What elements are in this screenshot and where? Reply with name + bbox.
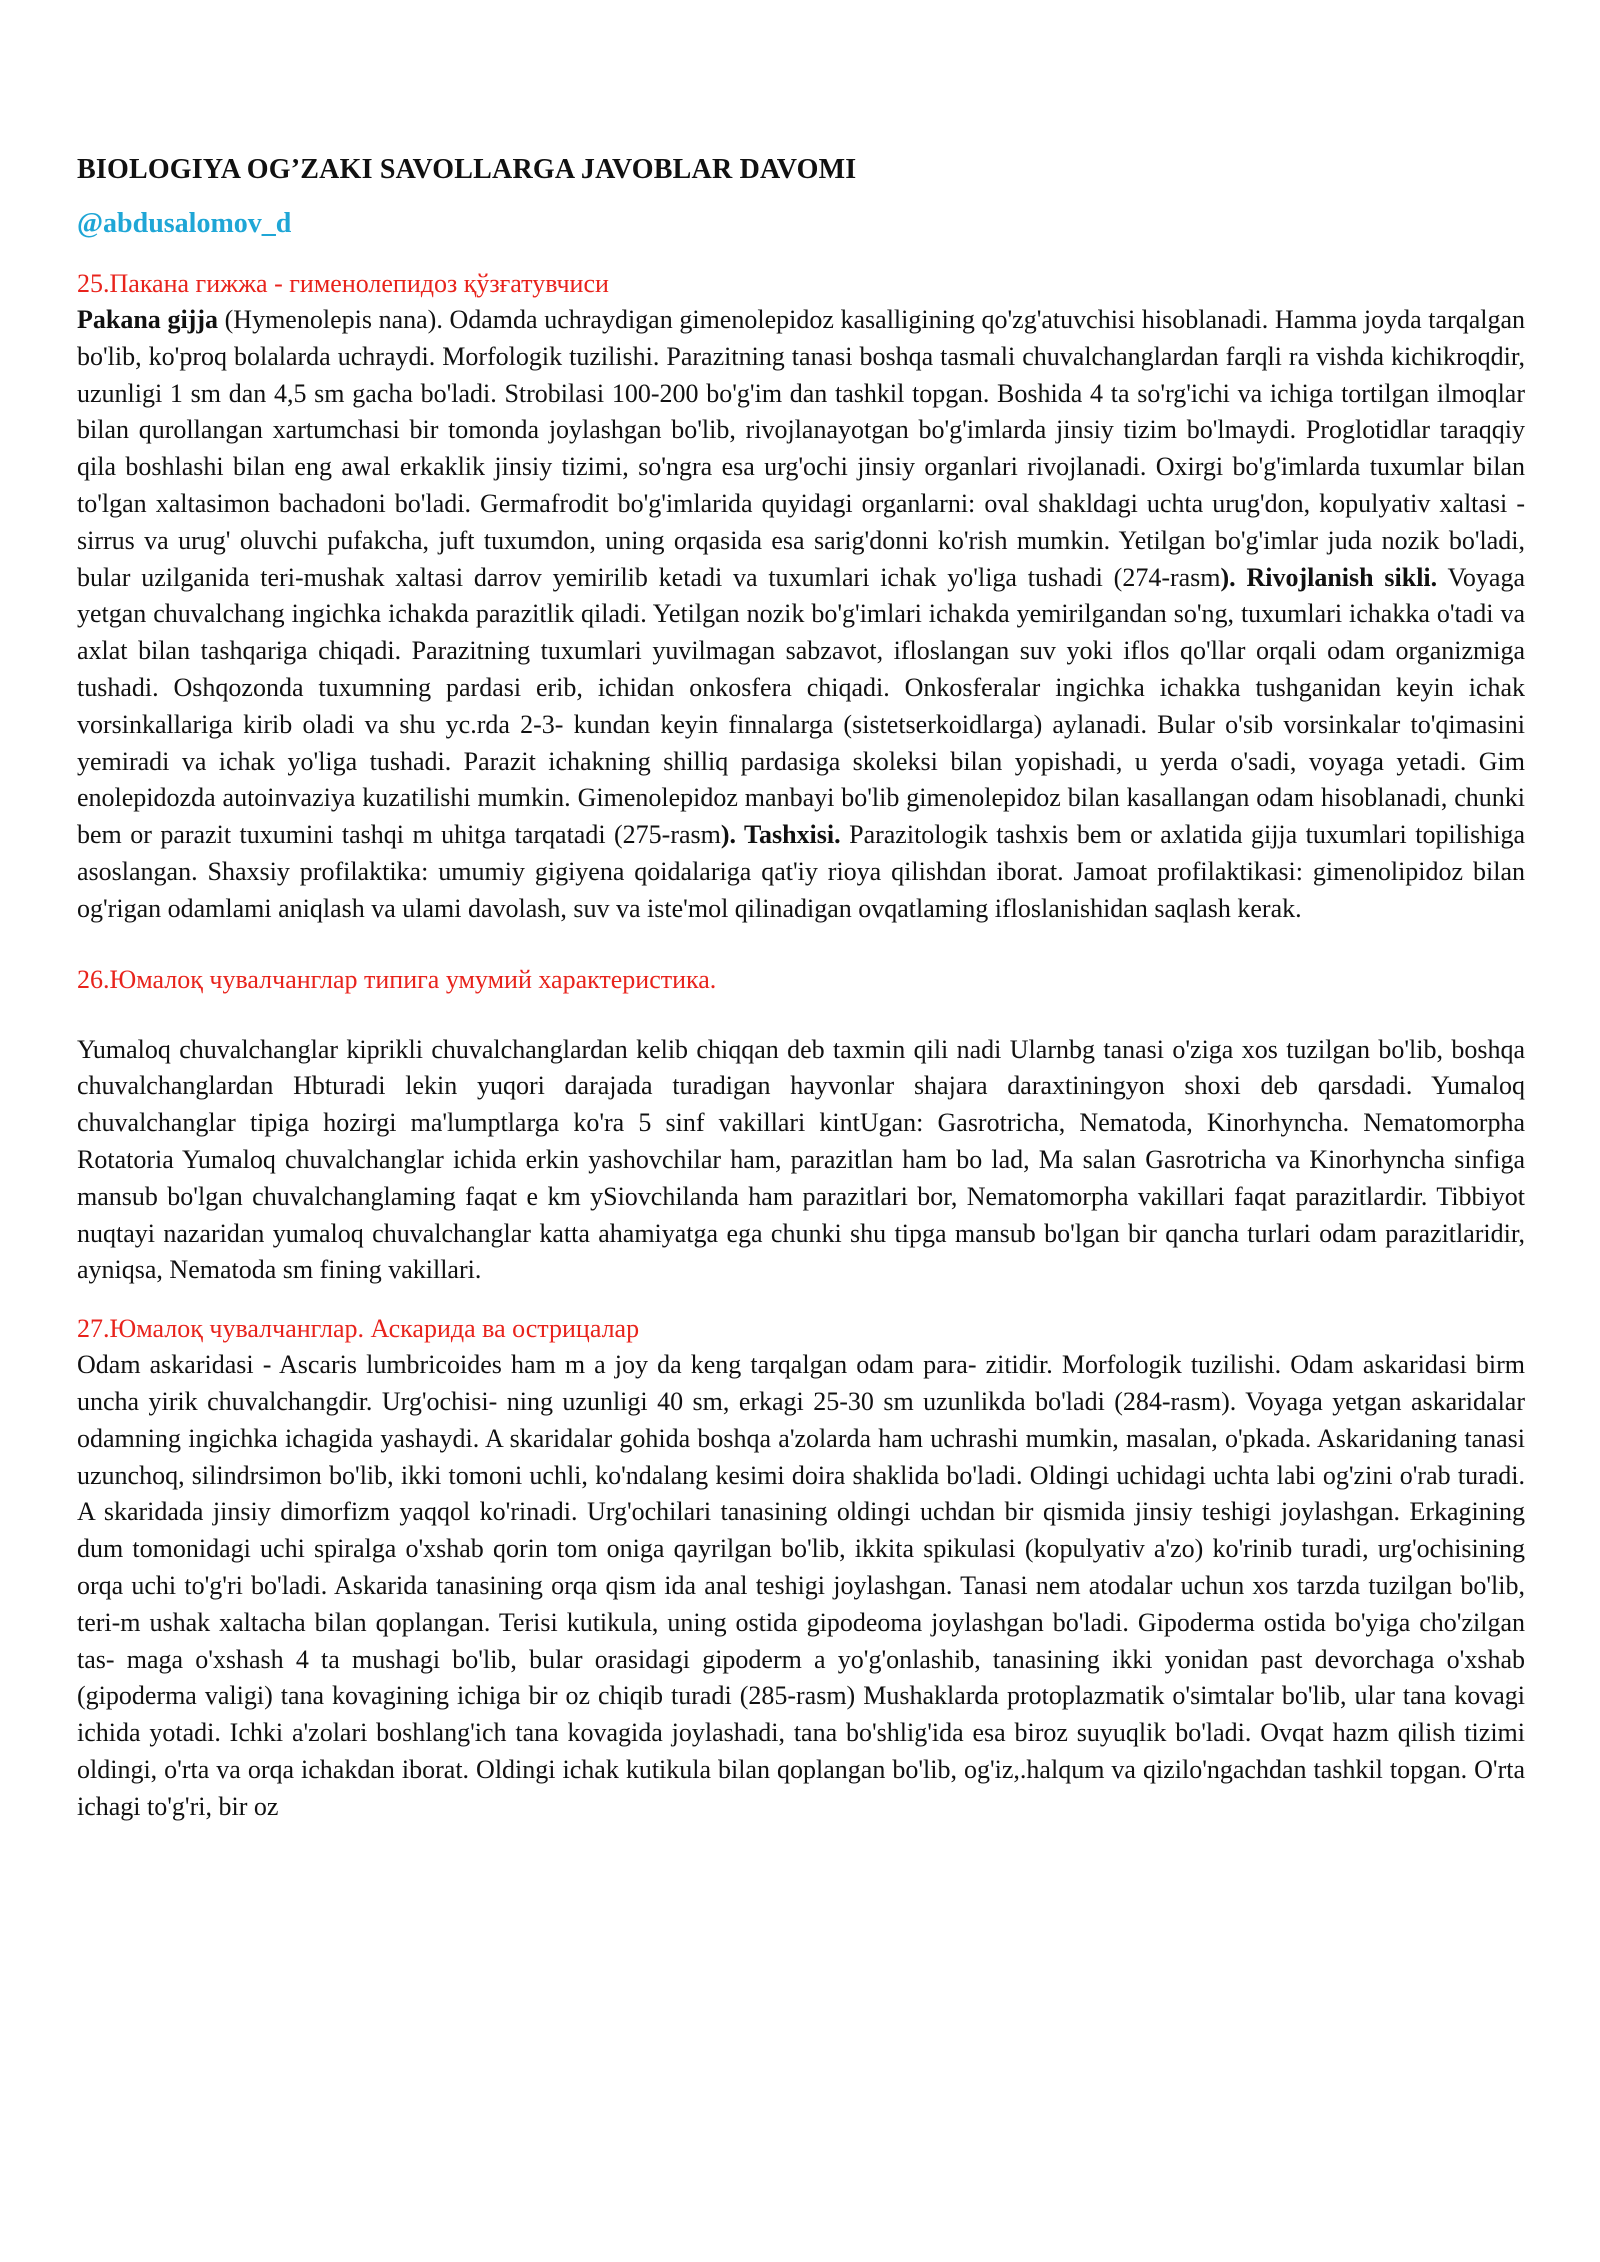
subheading-bold: ). Tashxisi. bbox=[720, 820, 841, 850]
section-heading: 27.Юмалоқ чувалчанглар. Аскарида ва острицалар bbox=[77, 1314, 640, 1344]
section-body bbox=[77, 302, 1525, 928]
section-25 bbox=[77, 266, 1525, 928]
term-bold: Pakana gijja bbox=[77, 305, 218, 334]
author-handle: @abdusalomov_d bbox=[77, 208, 292, 239]
section-heading: 25.Пакана гижжа - гименолепидоз қўзғатувчиси bbox=[77, 269, 609, 298]
section-26 bbox=[77, 962, 1525, 1290]
section-body: Yumaloq chuvalchanglar kiprikli chuvalchanglardan kelib chiqqan deb taxmin qili nadi Ularnbg tanasi o'ziga xos tuzilgan bo'lib, boshqa chuvalchanglardan Hbturadi lekin yuqori darajada turadigan hayvonlar shajara daraxtiningyon shoxi deb qarsdadi. Yumaloq chuvalchanglar tipiga hozirgi ma'lumptlarga ko'ra 5 sinf vakillari kintUgan: Gasrotricha, Nematoda, Kinorhyncha. Nematomorpha Rotatoria Yumaloq chuvalchanglar ichida erkin yashovchilar ham, parazitlan ham bo lad, Ma salan Gasrotricha va Kinorhyncha sinfiga mansub bo'lgan chuvalchanglaming faqat e km ySiovchilanda ham parazitlari bor, Nematomorpha vakillari faqat parazitlardir. Tibbiyot nuqtayi nazaridan yumaloq chuvalchanglar katta ahamiyatga ega chunki shu tipga mansub bo'lgan bir qancha turlari odam parazitlaridir, ayniqsa, Nematoda sm fining vakillari. bbox=[77, 1034, 1525, 1285]
section-heading: 26.Юмалоқ чувалчанглар типига умумий характеристика. bbox=[77, 964, 717, 994]
document-page bbox=[77, 150, 1525, 1825]
body-text: Voyaga yetgan chuvalchang ingichka ichakda parazitlik qiladi. Yetilgan nozik bo'g'imlari ichakda yemirilgandan so'ng, tuxumlari ichakka o'tadi va axlat bilan tashqariga chiqadi. Parazitning tuxumlari yuvilmagan sabzavot, ifloslangan suv yoki iflos qo'llar orqali odam organizmiga tushadi. Oshqozonda tuxumning pardasi erib, ichidan onkosfera chiqadi. Onkosferalar ingichka ichakka tushganidan keyin ichak vorsinkallariga kirib oladi va shu yc.rda 2-3- kundan keyin finnalarga (sistetserkoidlarga) aylanadi. Bular o'sib vorsinkalar to'qimasini yemiradi va ichak yo'liga tushadi. Parazit ichakning shilliq pardasiga skoleksi bilan yopishadi, u yerda o'sadi, voyaga yetadi. Gim enolepidozda autoinvaziya kuzatilishi mumkin. Gimenolepidoz manbayi bo'lib gimenolepidoz bilan kasallangan odam hisoblanadi, chunki bem or parazit tuxumini tashqi m uhitga tarqatadi (275-rasm bbox=[77, 562, 1525, 850]
body-text: (Hymenolepis nana). Odamda uchraydigan gimenolepidoz kasalligining qo'zg'atuvchisi hisoblanadi. Hamma joyda tarqalgan bo'lib, ko'proq bolalarda uchraydi. Morfologik tuzilishi. Parazitning tanasi boshqa tasmali chuvalchanglardan farqli ra vishda kichikroqdir, uzunligi 1 sm dan 4,5 sm gacha bo'ladi. Strobilasi 100-200 bo'g'im dan tashkil topgan. Boshida 4 ta so'rg'ichi va ichiga tortilgan ilmoqlar bilan qurollangan xartumchasi bir tomonda joylashgan bo'lib, rivojlanayotgan bo'g'imlarda jinsiy tizim bo'lmaydi. Proglotidlar taraqqiy qila boshlashi bilan eng awal erkaklik jinsiy tizimi, so'ngra esa urg'ochi jinsiy organlari rivojlanadi. Oxirgi bo'g'imlarda tuxumlar bilan to'lgan xaltasimon bachadoni bo'ladi. Germafrodit bo'g'imlarida quyidagi organlarni: oval shakldagi uchta urug'don, kopulyativ xaltasi - sirrus va urug' oluvchi pufakcha, juft tuxumdon, uning orqasida esa sarig'donni ko'rish mumkin. Yetilgan bo'g'imlar juda nozik bo'ladi, bular uzilganida teri-mushak xaltasi darrov yemirilib ketadi va tuxumlari ichak yo'liga tushadi (274-rasm bbox=[77, 305, 1525, 592]
section-body: Odam askaridasi - Ascaris lumbricoides ham m a joy da keng tarqalgan odam para- zitidir. Morfologik tuzilishi. Odam askaridasi birm uncha yirik chuvalchangdir. Urg'ochisi- ning uzunligi 40 sm, erkagi 25-30 sm uzunlikda bo'ladi (284-rasm). Voyaga yetgan askaridalar odamning ingichka ichagida yashaydi. A skaridalar gohida boshqa a'zolarda ham uchrashi mumkin, masalan, o'pkada. Askaridaning tanasi uzunchoq, silindrsimon bo'lib, ikki tomoni uchli, ko'ndalang kesimi doira shaklida bo'ladi. Oldingi uchidagi uchta labi og'zini o'rab turadi. A skaridada jinsiy dimorfizm yaqqol ko'rinadi. Urg'ochilari tanasining oldingi uchdan bir qismida jinsiy teshigi joylashgan. Erkagining dum tomonidagi uchi spiralga o'xshab qorin tom oniga qayrilgan bo'lib, ikkita spikulasi (kopulyativ a'zo) ko'rinib turadi, urg'ochisining orqa uchi to'g'ri bo'ladi. Askarida tanasining orqa qism ida anal teshigi joylashgan. Tanasi nem atodalar uchun xos tarzda tuzilgan bo'lib, teri-m ushak xaltacha bilan qoplangan. Terisi kutikula, uning ostida gipodeoma joylashgan bo'ladi. Gipoderma ostida bo'yiga cho'zilgan tas- maga o'xshash 4 ta mushagi bo'lib, bular orasidagi gipoderm a yo'g'onlashib, tanasining ikki yonidan past devorchaga o'xshab (gipoderma valigi) tana kovagining ichiga bir oz chiqib turadi (285-rasm) Mushaklarda protoplazmatik o'simtalar bo'lib, ular tana kovagi ichida yotadi. Ichki a'zolari boshlang'ich tana kovagida joylashadi, tana bo'shlig'ida esa biroz suyuqlik bo'ladi. Ovqat hazm qilish tizimi oldingi, o'rta va orqa ichakdan iborat. Oldingi ichak kutikula bilan qoplangan bo'lib, og'iz,.halqum va qizilo'ngachdan tashkil topgan. O'rta ichagi to'g'ri, bir oz bbox=[77, 1350, 1525, 1821]
subheading-bold: ). Rivojlanish sikli. bbox=[1220, 562, 1438, 592]
document-title: BIOLOGIYA OG’ZAKI SAVOLLARGA JAVOBLAR DAVOMI bbox=[77, 154, 857, 185]
body-text: Parazitologik tashxis bem or axlatida gijja tuxumlari topilishiga asoslangan. Shaxsiy profilaktika: umumiy gigiyena qoidalariga qat'iy rioya qilishdan iborat. Jamoat profilaktikasi: gimenolipidoz bilan og'rigan odamlami aniqlash va ulami davolash, suv va iste'mol qilinadigan ovqatlaming ifloslanishidan saqlash kerak. bbox=[77, 820, 1525, 923]
section-27 bbox=[77, 1311, 1525, 1825]
